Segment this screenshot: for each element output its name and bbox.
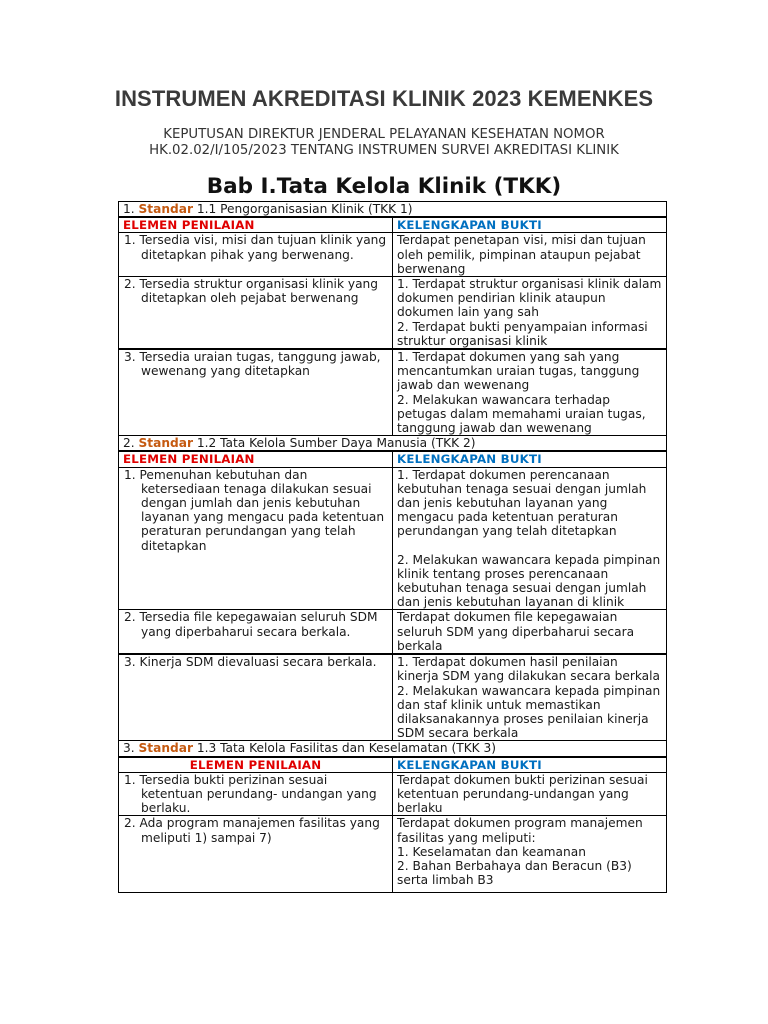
standard-title: 1.1 Pengorganisasian Klinik (TKK 1) bbox=[196, 202, 413, 216]
standard-title: 1.2 Tata Kelola Sumber Daya Manusia (TKK 2) bbox=[196, 436, 476, 451]
bukti-line: 2. Melakukan wawancara terhadap petugas dalam memahami uraian tugas, tanggung jawab dan wewenang bbox=[397, 392, 646, 436]
standard-number: 1. bbox=[123, 202, 135, 216]
table-row bbox=[119, 816, 667, 893]
standard-label: Standar bbox=[138, 741, 193, 756]
accreditation-table bbox=[118, 201, 667, 893]
elemen-cell: 2. Tersedia file kepegawaian seluruh SDM yang diperbaharui secara berkala. bbox=[119, 610, 393, 654]
elemen-penilaian-header: ELEMEN PENILAIAN bbox=[123, 452, 255, 467]
table-row bbox=[119, 654, 667, 741]
document-title: INSTRUMEN AKREDITASI KLINIK 2023 KEMENKES bbox=[114, 86, 654, 111]
table-row bbox=[119, 467, 667, 610]
bukti-line: 1. Terdapat struktur organisasi klinik dalam dokumen pendirian klinik ataupun dokumen lain yang sah bbox=[397, 277, 662, 320]
bukti-cell bbox=[393, 610, 667, 654]
table-row bbox=[119, 610, 667, 654]
elemen-penilaian-header: ELEMEN PENILAIAN bbox=[189, 757, 322, 772]
chapter-heading: Bab I.Tata Kelola Klinik (TKK) bbox=[206, 174, 562, 199]
bukti-line: 1. Keselamatan dan keamanan bbox=[397, 844, 586, 859]
elemen-cell: 2. Ada program manajemen fasilitas yang meliputi 1) sampai 7) bbox=[119, 816, 393, 893]
kelengkapan-bukti-header: KELENGKAPAN BUKTI bbox=[397, 452, 542, 467]
elemen-cell: 1. Pemenuhan kebutuhan dan ketersediaan tenaga dilakukan sesuai dengan jumlah dan jenis kebutuhan layanan yang mengacu pada ketentuan peraturan perundangan yang telah ditetapkan bbox=[119, 467, 393, 610]
column-header-row bbox=[119, 451, 667, 467]
bukti-cell bbox=[393, 349, 667, 436]
bukti-line: 2. Bahan Berbahaya dan Beracun (B3) serta limbah B3 bbox=[397, 858, 632, 888]
kelengkapan-bukti-header: KELENGKAPAN BUKTI bbox=[397, 757, 542, 772]
standard-number: 2. bbox=[123, 436, 135, 451]
table-row bbox=[119, 772, 667, 816]
standard-title: 1.3 Tata Kelola Fasilitas dan Keselamatan (TKK 3) bbox=[196, 741, 497, 756]
table-row bbox=[119, 349, 667, 436]
table-row bbox=[119, 233, 667, 277]
elemen-cell: 3. Kinerja SDM dievaluasi secara berkala. bbox=[119, 654, 393, 741]
bukti-cell bbox=[393, 772, 667, 816]
bukti-line: Terdapat dokumen bukti perizinan sesuai ketentuan perundang-undangan yang berlaku bbox=[397, 772, 648, 816]
standard-row bbox=[119, 741, 667, 757]
standard-label: Standar bbox=[138, 202, 193, 216]
bukti-line: 1. Terdapat dokumen hasil penilaian kinerja SDM yang dilakukan secara berkala bbox=[397, 655, 661, 684]
table-row bbox=[119, 277, 667, 350]
elemen-cell: 2. Tersedia struktur organisasi klinik yang ditetapkan oleh pejabat berwenang bbox=[119, 277, 393, 350]
bukti-cell bbox=[393, 654, 667, 741]
bukti-line: 1. Terdapat dokumen yang sah yang mencantumkan uraian tugas, tanggung jawab dan wewenang bbox=[397, 350, 640, 393]
bukti-line: Terdapat dokumen program manajemen fasilitas yang meliputi: bbox=[397, 816, 643, 845]
bukti-cell bbox=[393, 277, 667, 350]
bukti-cell bbox=[393, 233, 667, 277]
subtitle-line-2: HK.02.02/I/105/2023 TENTANG INSTRUMEN SURVEI AKREDITASI KLINIK bbox=[149, 143, 619, 158]
bukti-line: Terdapat dokumen file kepegawaian seluruh SDM yang diperbaharui secara berkala bbox=[397, 610, 635, 653]
bukti-line: 2. Melakukan wawancara kepada pimpinan dan staf klinik untuk memastikan dilaksanakannya proses penilaian kinerja SDM secara berkala bbox=[397, 683, 661, 741]
bukti-line: 2. Terdapat bukti penyampaian informasi struktur organisasi klinik bbox=[397, 319, 648, 348]
standard-number: 3. bbox=[123, 741, 135, 756]
bukti-line: Terdapat penetapan visi, misi dan tujuan oleh pemilik, pimpinan ataupun pejabat berwenang bbox=[397, 233, 646, 276]
document-subtitle bbox=[0, 127, 768, 159]
standard-row bbox=[119, 202, 667, 218]
kelengkapan-bukti-header: KELENGKAPAN BUKTI bbox=[397, 218, 542, 233]
bukti-line: 2. Melakukan wawancara kepada pimpinan klinik tentang proses perencanaan kebutuhan tenaga sesuai dengan jumlah dan jenis kebutuhan layanan di klinik bbox=[397, 552, 661, 610]
column-header-row bbox=[119, 757, 667, 773]
elemen-cell: 1. Tersedia visi, misi dan tujuan klinik yang ditetapkan pihak yang berwenang. bbox=[119, 233, 393, 277]
column-header-row bbox=[119, 217, 667, 233]
standard-row bbox=[119, 436, 667, 452]
bukti-cell bbox=[393, 816, 667, 893]
elemen-cell: 1. Tersedia bukti perizinan sesuai ketentuan perundang- undangan yang berlaku. bbox=[119, 772, 393, 816]
elemen-penilaian-header: ELEMEN PENILAIAN bbox=[123, 218, 255, 233]
bukti-spacer bbox=[397, 539, 662, 553]
bukti-line: 1. Terdapat dokumen perencanaan kebutuhan tenaga sesuai dengan jumlah dan jenis kebutuhan layanan yang mengacu pada ketentuan peraturan perundangan yang telah ditetapkan bbox=[397, 467, 647, 539]
subtitle-line-1: KEPUTUSAN DIREKTUR JENDERAL PELAYANAN KESEHATAN NOMOR bbox=[163, 127, 605, 142]
standard-label: Standar bbox=[138, 436, 193, 451]
elemen-cell: 3. Tersedia uraian tugas, tanggung jawab, wewenang yang ditetapkan bbox=[119, 349, 393, 436]
bukti-cell bbox=[393, 467, 667, 610]
